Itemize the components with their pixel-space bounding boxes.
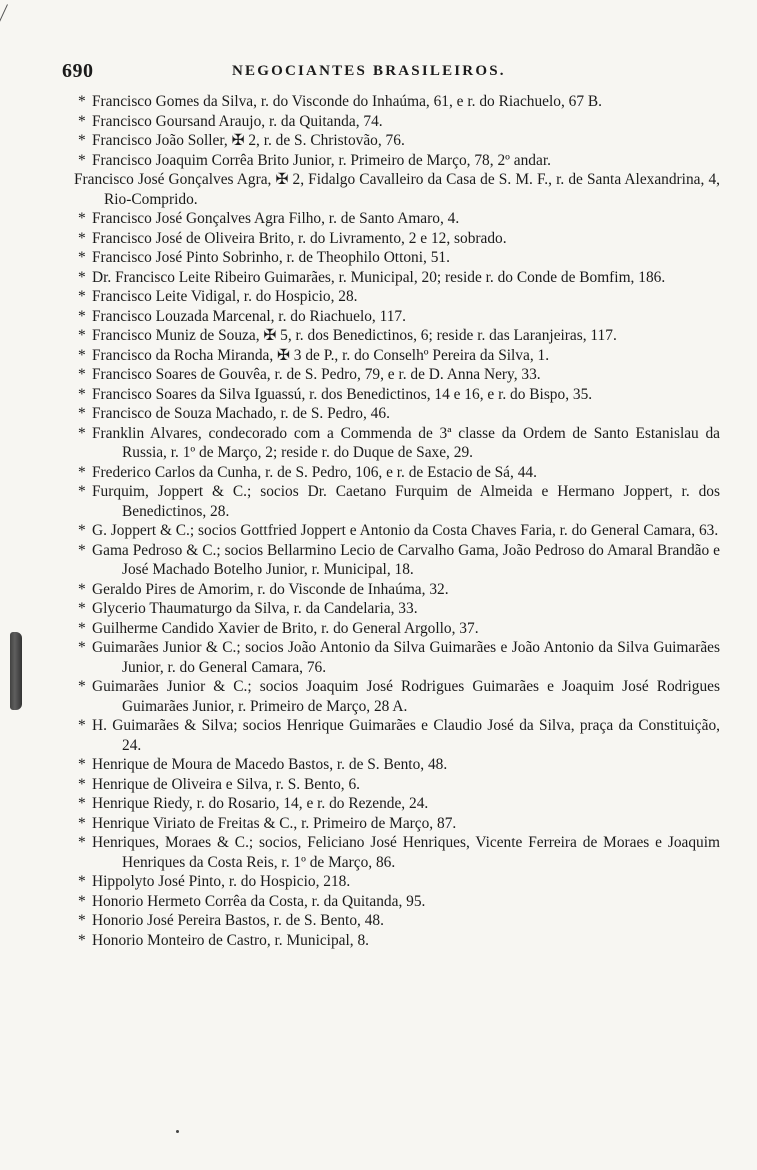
directory-entry: * Francisco Joaquim Corrêa Brito Junior, r. Primeiro de Março, 78, 2º andar. — [78, 151, 551, 169]
directory-entry: * Guilherme Candido Xavier de Brito, r. do General Argollo, 37. — [78, 619, 479, 637]
directory-entry: * Francisco de Souza Machado, r. de S. Pedro, 46. — [78, 405, 390, 422]
directory-entry: * Guimarães Junior & C.; socios Joaquim José Rodrigues Guimarães e Joaquim José Rodrigues Guimarães Junior, r. Primeiro de Março, 28 A. — [78, 678, 720, 715]
directory-entry: Francisco José Gonçalves Agra, ✠ 2, Fidalgo Cavalleiro da Casa de S. M. F., r. de Santa Alexandrina, 4, Rio-Comprido. — [74, 171, 720, 208]
directory-entry: * Francisco José de Oliveira Brito, r. do Livramento, 2 e 12, sobrado. — [78, 229, 507, 247]
directory-entry: * Henrique Viriato de Freitas & C., r. Primeiro de Março, 87. — [78, 814, 457, 832]
directory-entry: * Franklin Alvares, condecorado com a Commenda de 3ª classe da Ordem de Santo Estanislau da Russia, r. 1º de Março, 2; reside r. do Duque de Saxe, 29. — [78, 424, 720, 461]
running-title: NEGOCIANTES BRASILEIROS. — [232, 63, 506, 79]
directory-entry: * Henriques, Moraes & C.; socios, Feliciano José Henriques, Vicente Ferreira de Moraes e Joaquim Henriques da Costa Reis, r. 1º de Março, 86. — [78, 834, 720, 871]
directory-entry: * Honorio Hermeto Corrêa da Costa, r. da Quitanda, 95. — [78, 892, 426, 910]
page-header — [62, 60, 702, 86]
directory-entry: * Glycerio Thaumaturgo da Silva, r. da Candelaria, 33. — [78, 600, 418, 617]
directory-entry: * Gama Pedroso & C.; socios Bellarmino Lecio de Carvalho Gama, João Pedroso do Amaral Brandão e José Machado Botelho Junior, r. Municipal, 18. — [78, 541, 720, 578]
corner-scratch — [0, 4, 21, 38]
directory-entry: * Francisco João Soller, ✠ 2, r. de S. Christovão, 76. — [78, 132, 405, 149]
directory-entry: * Henrique de Oliveira e Silva, r. S. Bento, 6. — [78, 775, 360, 793]
directory-entry: * Honorio José Pereira Bastos, r. de S. Bento, 48. — [78, 912, 384, 929]
directory-entry: * G. Joppert & C.; socios Gottfried Joppert e Antonio da Costa Chaves Faria, r. do General Camara, 63. — [78, 522, 719, 539]
page-number: 690 — [62, 60, 94, 82]
directory-entry: * Geraldo Pires de Amorim, r. do Visconde de Inhaúma, 32. — [78, 580, 449, 598]
directory-entry: * Francisco da Rocha Miranda, ✠ 3 de P., r. do Conselhº Pereira da Silva, 1. — [78, 346, 550, 364]
directory-entry: * Francisco Gomes da Silva, r. do Visconde do Inhaúma, 61, e r. do Riachuelo, 67 B. — [78, 93, 603, 110]
directory-entry: * Francisco Soares de Gouvêa, r. de S. Pedro, 79, e r. de D. Anna Nery, 33. — [78, 366, 541, 383]
directory-entry: * Hippolyto José Pinto, r. do Hospicio, 218. — [78, 873, 351, 890]
directory-entry: * Dr. Francisco Leite Ribeiro Guimarães, r. Municipal, 20; reside r. do Conde de Bomfim, 186. — [78, 268, 666, 286]
directory-entries — [74, 92, 720, 950]
directory-entry: * Francisco Goursand Araujo, r. da Quitanda, 74. — [78, 112, 383, 130]
stray-dot — [176, 1130, 179, 1133]
binding-ink-mark — [10, 632, 22, 710]
directory-entry: * Guimarães Junior & C.; socios João Antonio da Silva Guimarães e João Antonio da Silva Guimarães Junior, r. do General Camara, 76. — [78, 639, 720, 676]
directory-entry: * Henrique de Moura de Macedo Bastos, r. de S. Bento, 48. — [78, 756, 448, 773]
directory-entry: * Francisco Muniz de Souza, ✠ 5, r. dos Benedictinos, 6; reside r. das Laranjeiras, 117. — [78, 327, 617, 344]
directory-entry: * Francisco Louzada Marcenal, r. do Riachuelo, 117. — [78, 307, 406, 325]
directory-entry: * Furquim, Joppert & C.; socios Dr. Caetano Furquim de Almeida e Hermano Joppert, r. dos Benedictinos, 28. — [78, 483, 720, 520]
directory-entry: * Francisco Leite Vidigal, r. do Hospicio, 28. — [78, 288, 358, 305]
directory-entry: * Henrique Riedy, r. do Rosario, 14, e r. do Rezende, 24. — [78, 795, 429, 812]
directory-entry: * H. Guimarães & Silva; socios Henrique Guimarães e Claudio José da Silva, praça da Constituição, 24. — [78, 717, 720, 754]
directory-entry: * Francisco José Pinto Sobrinho, r. de Theophilo Ottoni, 51. — [78, 249, 450, 266]
directory-entry: * Frederico Carlos da Cunha, r. de S. Pedro, 106, e r. de Estacio de Sá, 44. — [78, 463, 537, 481]
directory-entry: * Honorio Monteiro de Castro, r. Municipal, 8. — [78, 931, 369, 949]
directory-entry: * Francisco José Gonçalves Agra Filho, r. de Santo Amaro, 4. — [78, 210, 460, 227]
directory-entry: * Francisco Soares da Silva Iguassú, r. dos Benedictinos, 14 e 16, e r. do Bispo, 35. — [78, 385, 593, 403]
